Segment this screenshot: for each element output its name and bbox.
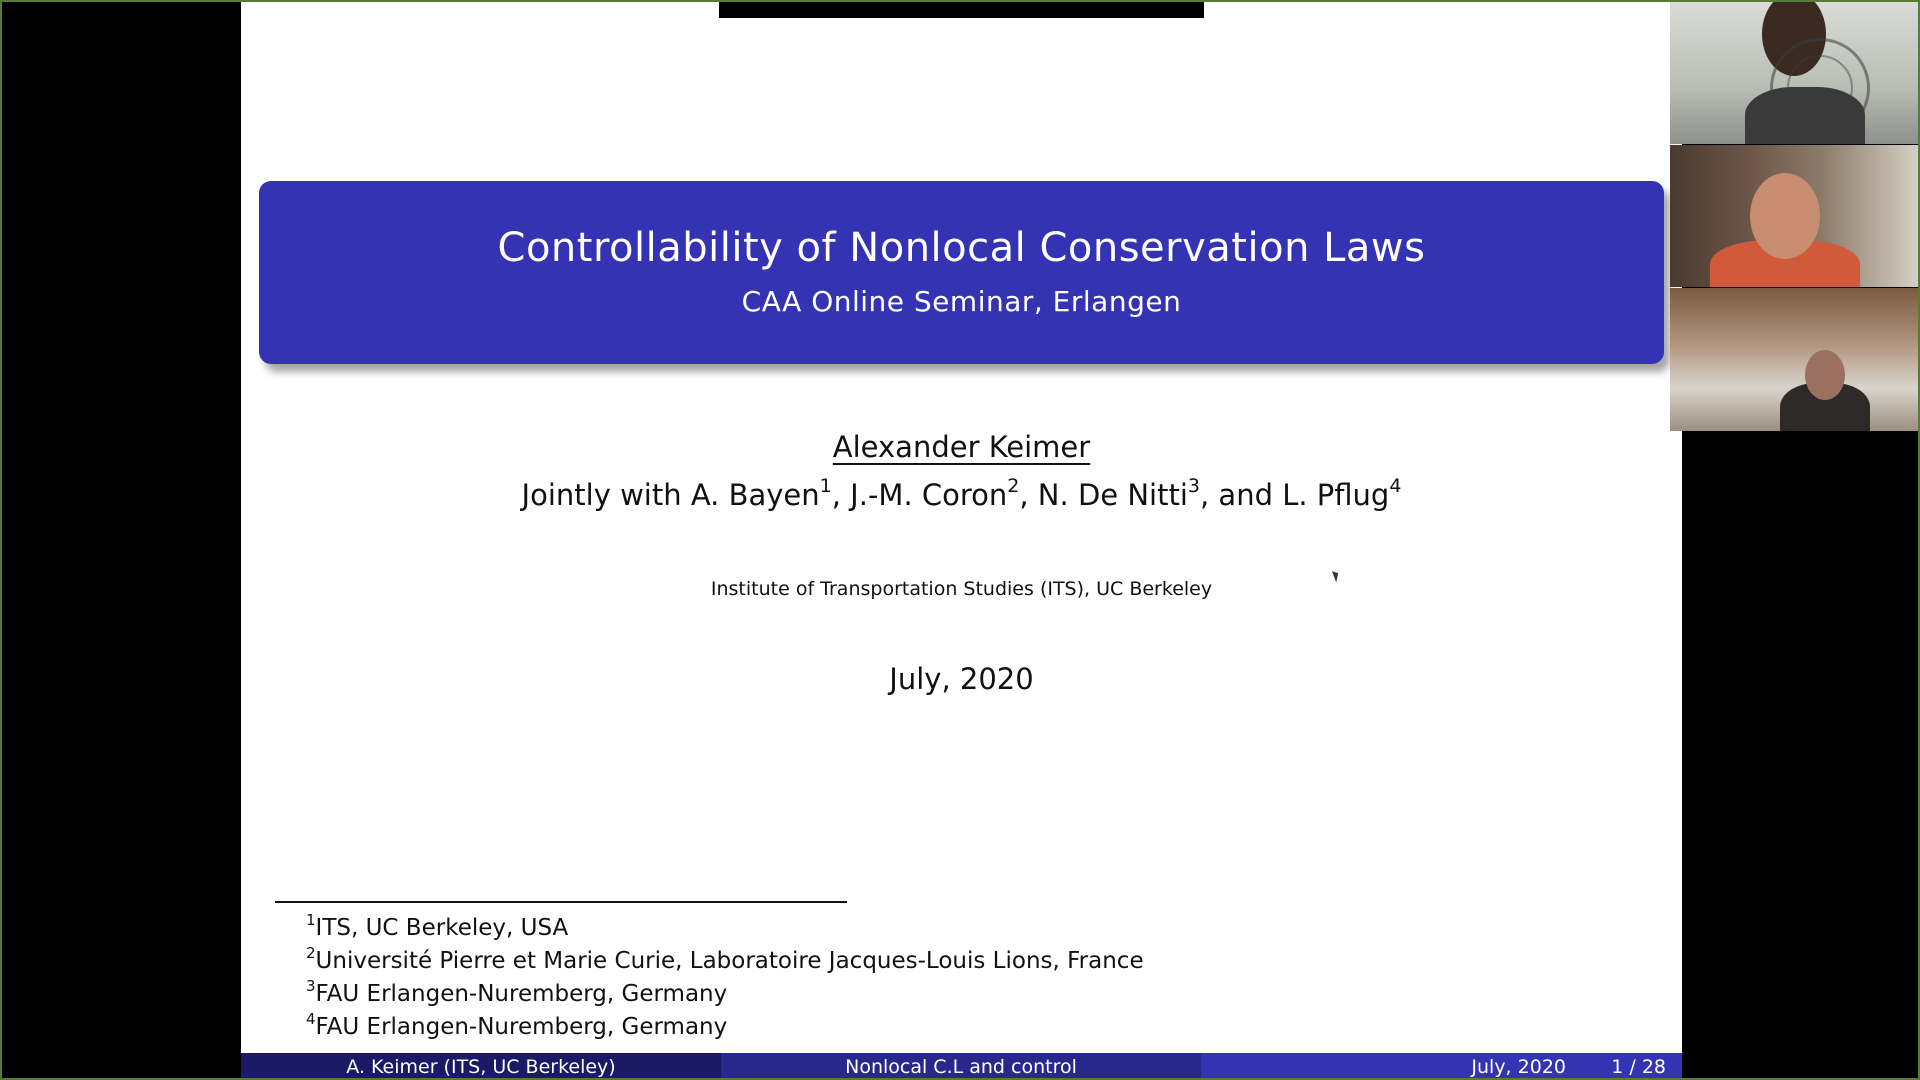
presenter-name-text: Alexander Keimer xyxy=(832,430,1091,464)
slide-title-box xyxy=(259,181,1664,364)
footer-date: July, 2020 xyxy=(1471,1056,1566,1078)
participant-video-tile[interactable] xyxy=(1670,145,1920,287)
footer-date-page xyxy=(1201,1053,1682,1080)
presentation-slide xyxy=(241,2,1682,1080)
coauthor-4: , and L. Pflug xyxy=(1199,478,1390,512)
footnote-number: 3 xyxy=(306,977,316,995)
coauthors-line xyxy=(241,475,1682,512)
participant-video-tile[interactable] xyxy=(1670,2,1920,144)
institute: Institute of Transportation Studies (ITS), UC Berkeley xyxy=(710,578,1213,600)
footnote-text: FAU Erlangen-Nuremberg, Germany xyxy=(315,981,728,1007)
footer-author: A. Keimer (ITS, UC Berkeley) xyxy=(241,1053,721,1080)
footer-page-number: 1 / 28 xyxy=(1611,1056,1666,1078)
slide-subtitle: CAA Online Seminar, Erlangen xyxy=(741,285,1182,318)
footnote-4 xyxy=(306,1011,1144,1044)
coauthor-1-footnote-mark: 1 xyxy=(819,475,832,497)
coauthor-2-footnote-mark: 2 xyxy=(1007,475,1020,497)
watermark-seal-icon xyxy=(1770,38,1870,138)
coauthor-4-footnote-mark: 4 xyxy=(1389,475,1402,497)
participant-head xyxy=(1805,350,1845,400)
footnote-rule xyxy=(275,901,847,903)
footnote-number: 2 xyxy=(306,944,316,962)
footnote-1 xyxy=(306,912,1144,945)
screen-share-top-bar xyxy=(719,2,1204,18)
slide-footer-bar xyxy=(241,1053,1682,1080)
footnote-number: 4 xyxy=(306,1010,316,1028)
participant-video-tile[interactable] xyxy=(1670,288,1920,431)
slide-title: Controllability of Nonlocal Conservation Laws xyxy=(497,225,1426,271)
footnote-text: Université Pierre et Marie Curie, Laboratoire Jacques-Louis Lions, France xyxy=(315,948,1144,974)
footnote-2 xyxy=(306,945,1144,978)
coauthor-1: Jointly with A. Bayen xyxy=(521,478,820,512)
footnote-text: ITS, UC Berkeley, USA xyxy=(315,915,569,941)
presenter-name xyxy=(241,430,1682,464)
footnote-3 xyxy=(306,978,1144,1011)
footnote-text: FAU Erlangen-Nuremberg, Germany xyxy=(315,1014,728,1040)
coauthor-2: , J.-M. Coron xyxy=(831,478,1008,512)
coauthor-3: , N. De Nitti xyxy=(1019,478,1188,512)
footnotes xyxy=(306,912,1144,1044)
slide-date: July, 2020 xyxy=(889,662,1034,696)
footnote-number: 1 xyxy=(306,911,316,929)
footer-short-title: Nonlocal C.L and control xyxy=(721,1053,1201,1080)
coauthor-3-footnote-mark: 3 xyxy=(1187,475,1200,497)
participant-head xyxy=(1750,173,1820,259)
